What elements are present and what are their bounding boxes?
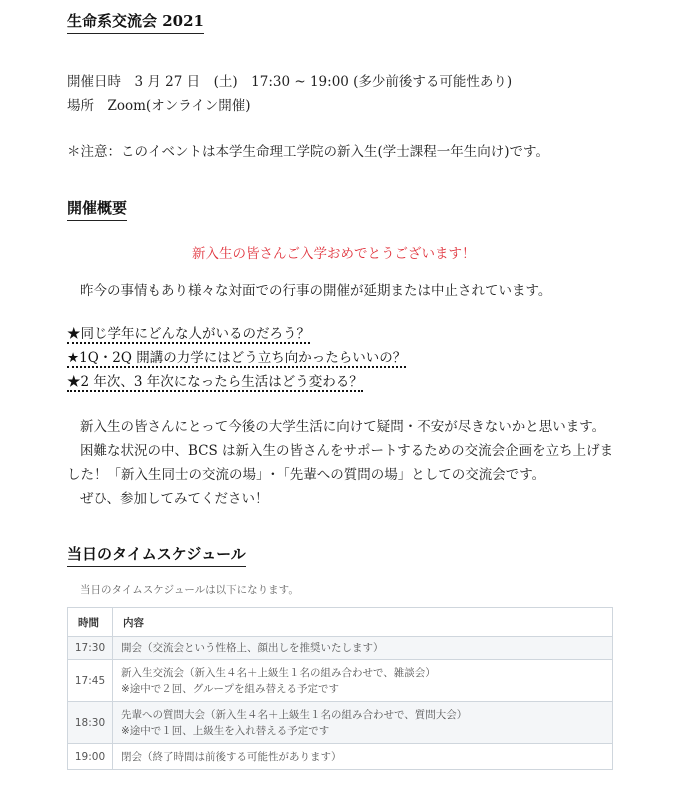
welcome-message: 新入生の皆さんご入学おめでとうございます！ <box>192 246 476 262</box>
schedule-table <box>67 607 613 770</box>
body-line: ぜひ、参加してみてください！ <box>80 491 269 507</box>
table-row <box>68 702 613 744</box>
row-content-line: 閉会（終了時間は前後する可能性があります） <box>121 750 342 763</box>
column-header-content: 内容 <box>113 608 613 637</box>
table-row <box>68 660 613 702</box>
row-content <box>113 702 613 744</box>
row-time: 17:45 <box>68 660 113 702</box>
body-line: 困難な状況の中、BCS は新入生の皆さんをサポートするための交流会企画を立ち上げま <box>80 443 614 459</box>
event-datetime: 開催日時 3 月 27 日 (土) 17:30 ~ 19:00 (多少前後する可能性あり) <box>67 74 513 90</box>
table-row <box>68 637 613 660</box>
question-item: ★2 年次、3 年次になったら生活はどう変わる？ <box>67 370 363 392</box>
question-item: ★1Q・2Q 開講の力学にはどう立ち向かったらいいの？ <box>67 346 406 368</box>
table-header-row <box>68 608 613 637</box>
notice-text: ＊注意：このイベントは本学生命理工学院の新入生(学士課程一年生向け)です。 <box>67 144 549 160</box>
row-content-line: 新入生交流会（新入生４名＋上級生１名の組み合わせで、雑談会） <box>121 666 436 679</box>
row-content <box>113 660 613 702</box>
row-time: 18:30 <box>68 702 113 744</box>
row-content-line: 開会（交流会という性格上、顔出しを推奨いたします） <box>121 642 384 654</box>
question-item: ★同じ学年にどんな人がいるのだろう？ <box>67 322 310 344</box>
schedule-intro: 当日のタイムスケジュールは以下になります。 <box>80 584 299 596</box>
body-line: 新入生の皆さんにとって今後の大学生活に向けて疑問・不安が尽きないかと思います。 <box>80 419 606 435</box>
row-content <box>113 744 613 770</box>
row-content-note: ※途中で１回、上級生を入れ替える予定です <box>121 724 330 737</box>
row-content-line: 先輩への質問大会（新入生４名＋上級生１名の組み合わせで、質問大会） <box>121 708 468 721</box>
row-time: 19:00 <box>68 744 113 770</box>
overview-heading: 開催概要 <box>67 197 127 221</box>
body-line: した！「新入生同士の交流の場」･「先輩への質問の場」としての交流会です。 <box>67 467 546 483</box>
schedule-heading: 当日のタイムスケジュール <box>67 543 246 567</box>
intro-text: 昨今の事情もあり様々な対面での行事の開催が延期または中止されています。 <box>80 283 552 299</box>
column-header-time: 時間 <box>68 608 113 637</box>
table-row <box>68 744 613 770</box>
event-location: 場所 Zoom(オンライン開催) <box>67 98 251 114</box>
row-content <box>113 637 613 660</box>
page-title: 生命系交流会 2021 <box>67 10 204 34</box>
row-time: 17:30 <box>68 637 113 660</box>
row-content-note: ※途中で２回、グループを組み替える予定です <box>121 682 339 695</box>
